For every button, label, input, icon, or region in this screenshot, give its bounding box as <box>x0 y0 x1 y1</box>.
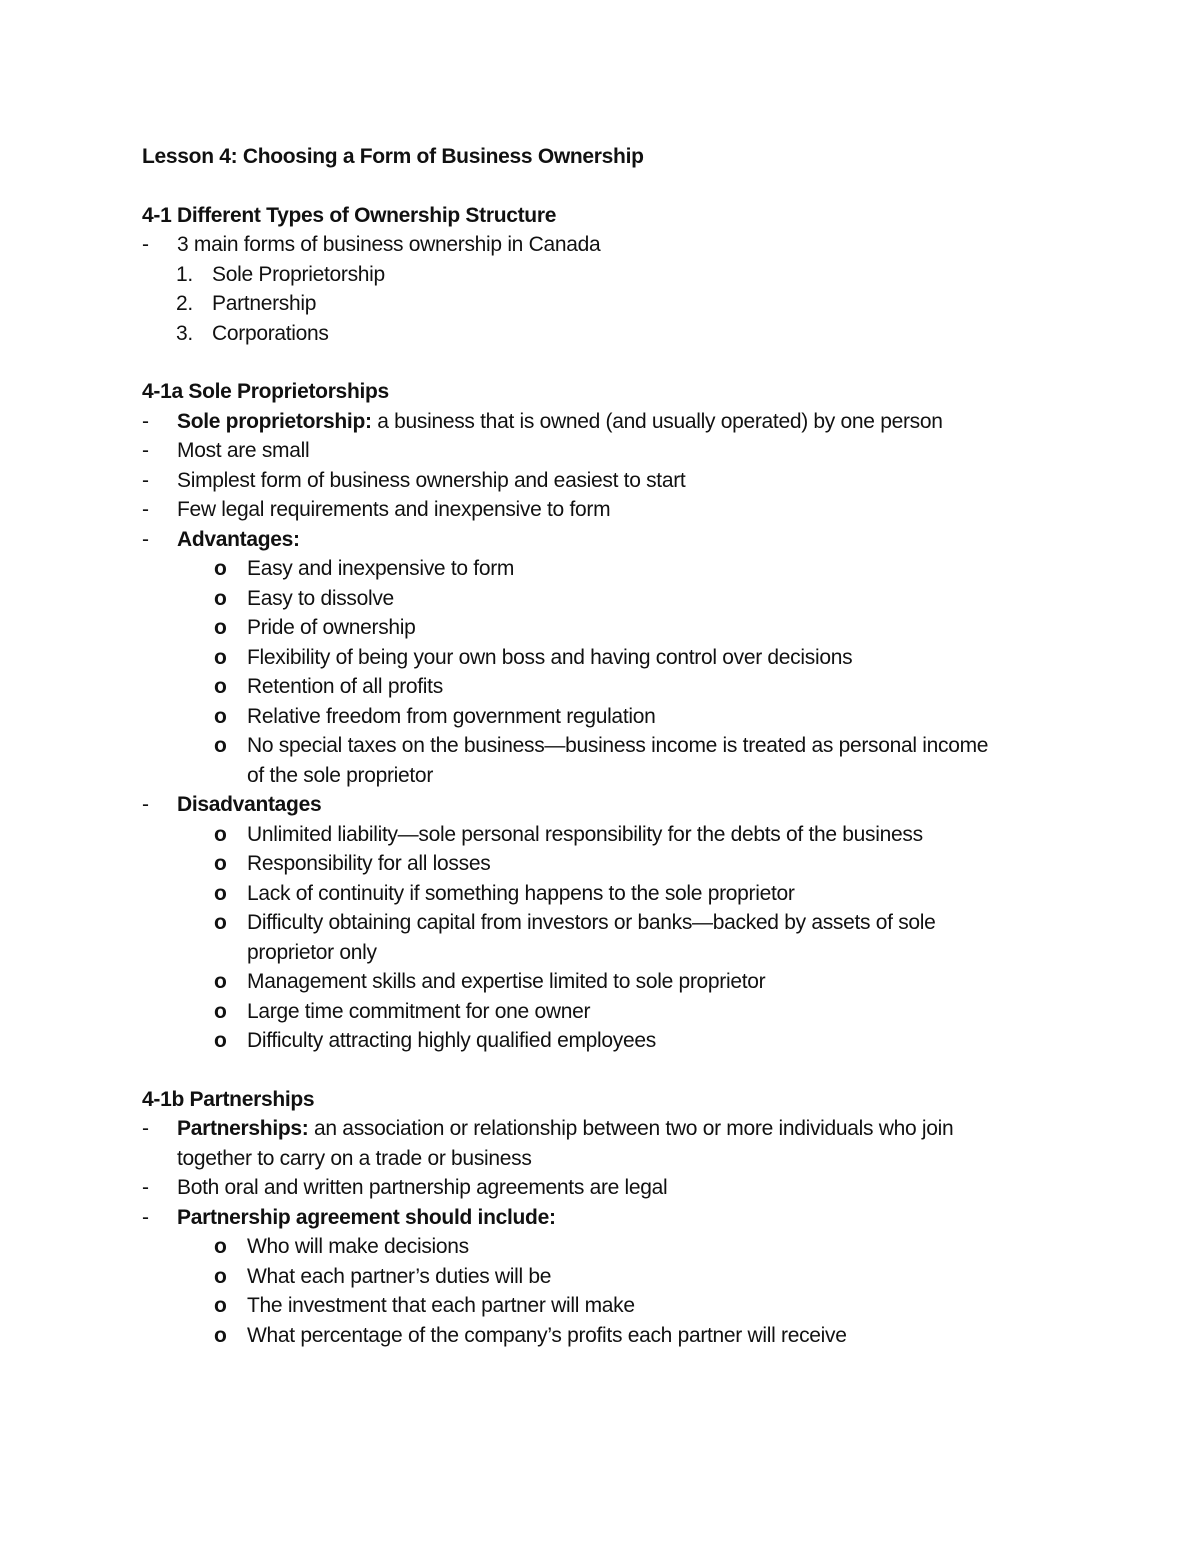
circle-bullet: o <box>214 1029 227 1052</box>
list-item <box>142 525 1042 555</box>
numbered-item <box>142 260 1042 290</box>
item-number: 3. <box>176 321 193 345</box>
circle-bullet: o <box>214 557 227 580</box>
sub-list-item <box>142 672 1042 702</box>
dash-bullet: - <box>142 1205 149 1229</box>
numbered-item <box>142 319 1042 349</box>
circle-bullet: o <box>214 645 227 669</box>
disadvantages-label: Disadvantages <box>177 793 322 816</box>
advantages-label: Advantages: <box>177 527 300 551</box>
section-heading-4-1b: 4-1b Partnerships <box>142 1087 315 1111</box>
dash-bullet: - <box>142 527 149 551</box>
circle-bullet: o <box>214 999 227 1023</box>
list-item <box>142 436 1042 466</box>
sub-list-item <box>142 879 1042 909</box>
dash-bullet: - <box>142 468 149 492</box>
circle-bullet: o <box>214 1294 227 1317</box>
circle-bullet: o <box>214 616 227 639</box>
sub-list-item <box>142 1291 1042 1321</box>
definition-term: Sole proprietorship: <box>177 409 372 433</box>
dash-bullet: - <box>142 409 149 433</box>
numbered-item-text: Sole Proprietorship <box>212 262 385 286</box>
sub-list-item-text: Easy to dissolve <box>247 586 394 610</box>
dash-bullet: - <box>142 1117 149 1140</box>
document-title: Lesson 4: Choosing a Form of Business Ownership <box>142 145 644 168</box>
sub-list-item <box>142 643 1042 673</box>
dash-bullet: - <box>142 233 149 256</box>
sub-list-item-text: Who will make decisions <box>247 1235 469 1258</box>
dash-bullet: - <box>142 498 149 521</box>
sub-list-item <box>142 1321 1042 1351</box>
sub-list-item <box>142 908 992 967</box>
definition-text: a business that is owned (and usually operated) by one person <box>371 409 943 433</box>
circle-bullet: o <box>214 1235 227 1258</box>
spacer <box>142 172 1042 201</box>
spacer <box>142 348 1042 377</box>
item-number: 2. <box>176 292 193 315</box>
dash-bullet: - <box>142 1176 149 1199</box>
document-page <box>142 142 1042 1350</box>
circle-bullet: o <box>214 852 227 875</box>
list-item <box>142 495 1042 525</box>
sub-list-item <box>142 820 947 850</box>
sub-list-item-text: Relative freedom from government regulation <box>247 704 656 728</box>
circle-bullet: o <box>214 822 227 846</box>
list-item <box>142 790 1042 820</box>
sub-list-item <box>142 702 1042 732</box>
sub-list-item <box>142 554 1042 584</box>
definition-term: Partnerships: <box>177 1117 309 1140</box>
sub-list-item-text: What each partner’s duties will be <box>247 1264 552 1288</box>
list-item <box>142 407 1042 437</box>
circle-bullet: o <box>214 1264 227 1288</box>
dash-bullet: - <box>142 439 149 462</box>
dash-bullet: - <box>142 793 149 816</box>
circle-bullet: o <box>214 704 227 728</box>
sub-list-item-text: Management skills and expertise limited to sole proprietor <box>247 970 766 993</box>
sub-list-item <box>142 849 1042 879</box>
circle-bullet: o <box>214 881 227 905</box>
sub-list-item <box>142 967 1042 997</box>
sub-list-item <box>142 613 1042 643</box>
circle-bullet: o <box>214 586 227 610</box>
sub-list-item-text: Large time commitment for one owner <box>247 999 591 1023</box>
sub-list-item <box>142 1026 1042 1056</box>
sub-list-item <box>142 1262 1042 1292</box>
list-item-text: Both oral and written partnership agreements are legal <box>177 1176 668 1199</box>
numbered-item-text: Partnership <box>212 292 317 315</box>
section-heading-4-1a: 4-1a Sole Proprietorships <box>142 380 389 403</box>
list-item <box>142 466 1042 496</box>
sub-list-item-text: Retention of all profits <box>247 675 443 698</box>
list-item-text: Most are small <box>177 439 310 462</box>
sub-list-item <box>142 997 1042 1027</box>
sub-list-item <box>142 1232 1042 1262</box>
sub-list-item <box>142 731 992 790</box>
list-item-text: Few legal requirements and inexpensive to form <box>177 498 611 521</box>
list-item-text: Simplest form of business ownership and easiest to start <box>177 468 686 492</box>
numbered-item-text: Corporations <box>212 321 329 345</box>
sub-list-item-text: Unlimited liability—sole personal responsibility for the debts of the business <box>247 822 923 846</box>
sub-list-item-text: Difficulty attracting highly qualified employees <box>247 1029 656 1052</box>
circle-bullet: o <box>214 1323 227 1347</box>
definition-text: an association or relationship between two or more individuals who join together to carry on a trade or business <box>177 1117 954 1170</box>
item-number: 1. <box>176 262 193 286</box>
agreement-label: Partnership agreement should include: <box>177 1205 556 1229</box>
sub-list-item-text: What percentage of the company’s profits each partner will receive <box>247 1323 847 1347</box>
sub-list-item <box>142 584 1042 614</box>
sub-list-item-text: Pride of ownership <box>247 616 416 639</box>
circle-bullet: o <box>214 734 227 757</box>
spacer <box>142 1056 1042 1085</box>
sub-list-item-text: Easy and inexpensive to form <box>247 557 515 580</box>
sub-list-item-text: Responsibility for all losses <box>247 852 491 875</box>
list-item <box>142 1203 1042 1233</box>
sub-list-item-text: The investment that each partner will make <box>247 1294 635 1317</box>
list-item-text: 3 main forms of business ownership in Canada <box>177 233 601 256</box>
list-item <box>142 1114 1007 1173</box>
sub-list-item-text: Lack of continuity if something happens to the sole proprietor <box>247 881 795 905</box>
list-item <box>142 1173 1042 1203</box>
numbered-item <box>142 289 1042 319</box>
section-heading-4-1: 4-1 Different Types of Ownership Structure <box>142 203 557 227</box>
sub-list-item-text: Difficulty obtaining capital from investors or banks—backed by assets of sole proprietor only <box>247 911 936 964</box>
circle-bullet: o <box>214 911 227 934</box>
sub-list-item-text: No special taxes on the business—business income is treated as personal income of the sole proprietor <box>247 734 989 787</box>
sub-list-item-text: Flexibility of being your own boss and having control over decisions <box>247 645 853 669</box>
list-item <box>142 230 1042 260</box>
circle-bullet: o <box>214 675 227 698</box>
circle-bullet: o <box>214 970 227 993</box>
